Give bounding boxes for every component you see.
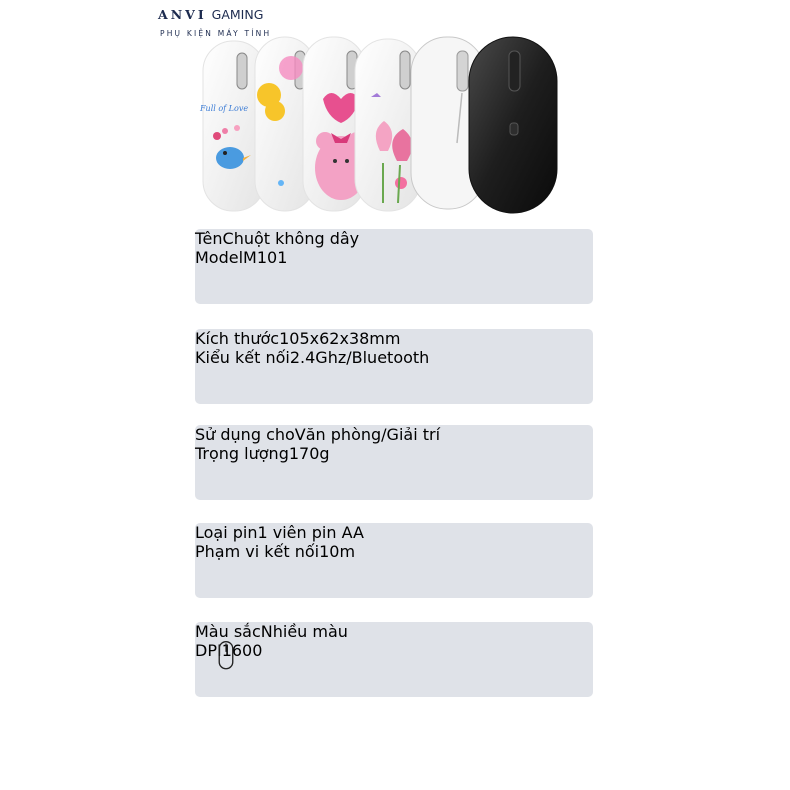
spec-text [195,523,593,542]
spec-value: 1 viên pin AA [257,523,364,542]
spec-text [195,622,593,641]
spec-card [195,425,593,500]
spec-label: Kiểu kết nối [195,348,290,367]
spec-value: M101 [243,248,288,267]
spec-card [195,229,593,304]
hero-love-text: Full of Love [200,104,249,113]
spec-text [195,542,593,561]
product-image [195,33,570,218]
spec-text [195,641,593,660]
spec-text [195,229,593,248]
spec-label: Model [195,248,244,267]
spec-value: 1600 [221,641,263,660]
spec-label: Sử dụng cho [195,425,295,444]
spec-text [195,348,593,367]
mouse-icon [215,640,237,676]
spec-value: 10m [319,542,356,561]
spec-label: Trọng lượng [195,444,289,463]
spec-text [195,329,593,348]
spec-card [195,622,593,697]
spec-label: Kích thước [195,329,280,348]
spec-value: Nhiều màu [260,622,348,641]
spec-label: Tên [195,229,223,248]
spec-value: 105x62x38mm [279,329,401,348]
spec-card [195,329,593,404]
brand-name [158,7,271,22]
spec-label: DPI [195,641,222,660]
spec-value: 170g [288,444,330,463]
spec-card [195,523,593,598]
spec-value: 2.4Ghz/Bluetooth [289,348,430,367]
brand-name-rest: GAMING [211,7,264,22]
spec-value: Chuột không dây [222,229,360,248]
spec-text [195,425,593,444]
spec-text [195,444,593,463]
mouse-black [469,37,557,213]
spec-value: Văn phòng/Giải trí [294,425,441,444]
spec-label: Loại pin [195,523,258,542]
spec-label: Phạm vi kết nối [195,542,320,561]
spec-text [195,248,593,267]
brand-name-bold: ANVI [158,7,207,22]
spec-label: Màu sắc [195,622,261,641]
brand-tagline: PHỤ KIỆN MÁY TÍNH [160,29,272,38]
